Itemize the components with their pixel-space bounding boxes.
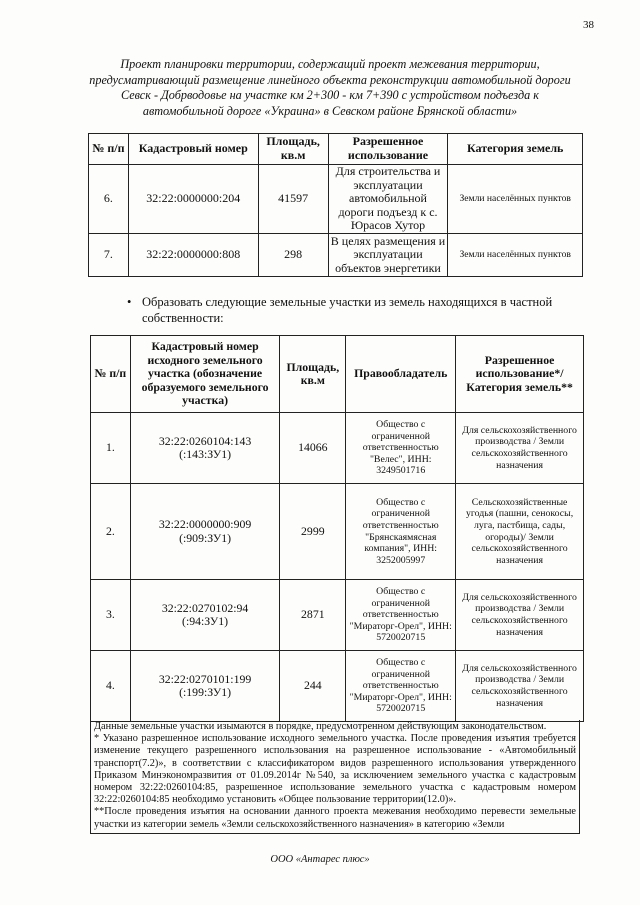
land-category: Земли населённых пунктов (448, 233, 583, 276)
header-use: Разрешенное использование (328, 134, 448, 165)
note-paragraph: **После проведения изъятия на основании данного проекта межевания необходимо перевести земельные участки из категории земель «Земли сельскохозяйственного назначения» в категорию «Земли (94, 806, 576, 830)
permitted-use: В целях размещения и эксплуатации объектов энергетики (328, 233, 448, 276)
row-number: 4. (91, 651, 131, 722)
bullet-item (127, 294, 582, 326)
header-area: Площадь, кв.м (280, 336, 346, 413)
header-number: № п/п (91, 336, 131, 413)
existing-parcels-table (88, 133, 583, 277)
header-cadastral: Кадастровый номер (128, 134, 258, 165)
row-number: 1. (91, 413, 131, 484)
bullet-icon: • (127, 295, 132, 309)
row-number: 2. (91, 484, 131, 580)
use-category: Сельскохозяйственные угодья (пашни, сенокосы, луга, пастбища, сады, огороды)/ Земли сельскохозяйственного назначения (456, 484, 584, 580)
row-number: 3. (91, 580, 131, 651)
note-paragraph: * Указано разрешенное использование исходного земельного участка. После проведения изъятия требуется изменение текущего разрешенного использования на разрешенное использование - «Автомобильный транспорт(7.2)», в соответствии с классификатором видов разрешенного использования утвержденного Приказом Минэкономразвития от 01.09.2014г №540, за исключением земельного участка с кадастровым номером 32:22:0260104:85, разрешенное использование земельного участка с кадастровым номером 32:22:0260104:85 необходимо установить «Общее пользование территории(12.0)». (94, 733, 576, 806)
area-value: 2999 (280, 484, 346, 580)
owner: Общество с ограниченной ответственностью "Мираторг-Орел", ИНН: 5720020715 (346, 580, 456, 651)
footer-company: ООО «Антарес плюс» (270, 854, 370, 865)
area-value: 41597 (258, 165, 328, 234)
permitted-use: Для строительства и эксплуатации автомобильной дороги подъезд к с. Юрасов Хутор (328, 165, 448, 234)
row-number: 7. (89, 233, 129, 276)
note-paragraph: Данные земельные участки изымаются в порядке, предусмотренном действующим законодательством. (94, 721, 547, 732)
notes-box (90, 720, 580, 834)
table-header-row (91, 336, 584, 413)
cadastral-number: 32:22:0260104:143 (158, 433, 252, 448)
header-number: № п/п (89, 134, 129, 165)
document-title: Проект планировки территории, содержащий проект межевания территории, предусматривающий размещение линейного объекта реконструкции автомобильной дороги Севск - Добрводовье на участке км 2+300 - км 7+390 с устройством подъезда к автомобильной дороге «Украина» в Севском районе Брянской области» (89, 57, 571, 118)
cadastral-number: 32:22:0270101:199 (158, 671, 252, 686)
owner: Общество с ограниченной ответственностью "Мираторг-Орел", ИНН: 5720020715 (346, 651, 456, 722)
table-row (91, 413, 584, 484)
page-number: 38 (583, 19, 594, 31)
cadastral-number: 32:22:0000000:909 (158, 517, 252, 532)
cadastral-cell (130, 484, 280, 580)
cadastral-cell (130, 413, 280, 484)
new-parcels-table (90, 335, 584, 722)
area-value: 14066 (280, 413, 346, 484)
area-value: 244 (280, 651, 346, 722)
header-cadastral: Кадастровый номер исходного земельного участка (обозначение образуемого земельного участка) (130, 336, 280, 413)
table-row (89, 165, 583, 234)
owner: Общество с ограниченной ответственностью "Брянскаямясная компания", ИНН: 3252005997 (346, 484, 456, 580)
area-value: 298 (258, 233, 328, 276)
table-row (89, 233, 583, 276)
table-header-row (89, 134, 583, 165)
header-owner: Правообладатель (346, 336, 456, 413)
table-row (91, 651, 584, 722)
header-area: Площадь, кв.м (258, 134, 328, 165)
cadastral-cell (130, 580, 280, 651)
parcel-designation: (:143:ЗУ1) (179, 447, 232, 461)
header-use-category: Разрешенное использование*/ Категория земель** (456, 336, 584, 413)
land-category: Земли населённых пунктов (448, 165, 583, 234)
row-number: 6. (89, 165, 129, 234)
header-category: Категория земель (448, 134, 583, 165)
table-row (91, 484, 584, 580)
use-category: Для сельскохозяйственного производства / Земли сельскохозяйственного назначения (456, 651, 584, 722)
table-row (91, 580, 584, 651)
cadastral-cell (130, 651, 280, 722)
owner: Общество с ограниченной ответственностью "Велес", ИНН: 3249501716 (346, 413, 456, 484)
use-category: Для сельскохозяйственного производства / Земли сельскохозяйственного назначения (456, 413, 584, 484)
parcel-designation: (:199:ЗУ1) (179, 685, 232, 699)
cadastral-number: 32:22:0000000:204 (128, 165, 258, 234)
parcel-designation: (:94:ЗУ1) (182, 614, 229, 628)
use-category: Для сельскохозяйственного производства / Земли сельскохозяйственного назначения (456, 580, 584, 651)
area-value: 2871 (280, 580, 346, 651)
bullet-text: Образовать следующие земельные участки из земель находящихся в частной собственности: (142, 295, 553, 325)
cadastral-number: 32:22:0270102:94 (161, 600, 249, 615)
parcel-designation: (:909:ЗУ1) (179, 530, 232, 545)
cadastral-number: 32:22:0000000:808 (128, 233, 258, 276)
